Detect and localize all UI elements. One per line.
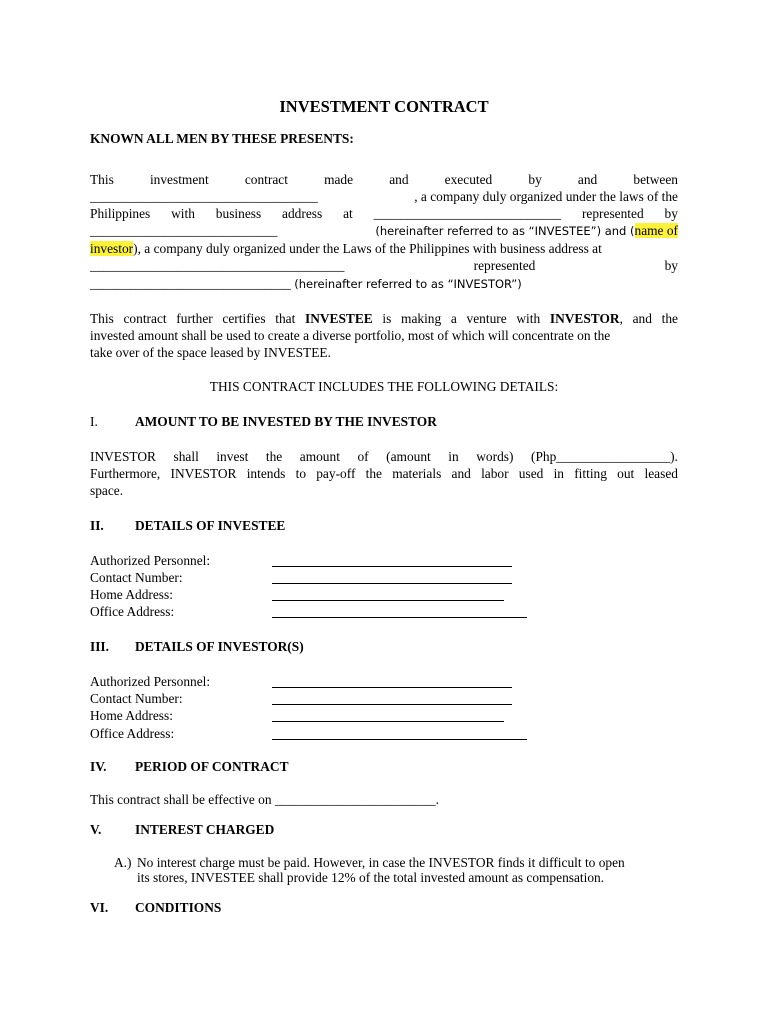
amount-line-1: INVESTOR shall invest the amount of (amount in words) (Php_________________).: [90, 449, 678, 464]
para2-line-2: invested amount shall be used to create a diverse portfolio, most of which will concentrate on the: [90, 328, 611, 343]
intro-line-1: This investment contract made and executed by and between: [90, 172, 678, 187]
investee-field-label: Authorized Personnel:: [90, 553, 211, 568]
section-4-number: IV.: [90, 759, 107, 774]
investor-address-blank[interactable]: ______________________________________: [90, 258, 345, 273]
interest-item-line-1: No interest charge must be paid. However, in case the INVESTOR finds it difficult to open: [137, 855, 625, 870]
investee-authorized-personnel-blank[interactable]: [272, 566, 512, 567]
section-4-title: PERIOD OF CONTRACT: [135, 759, 289, 774]
section-5-number: V.: [90, 822, 102, 837]
amount-blank[interactable]: (Php_________________).: [530, 449, 678, 464]
investee-name-blank[interactable]: __________________________________: [90, 189, 318, 204]
investor-field-label: Contact Number:: [90, 691, 183, 706]
investor-contact-number-blank[interactable]: [272, 704, 512, 705]
opening-heading: KNOWN ALL MEN BY THESE PRESENTS:: [90, 131, 354, 146]
investee-home-address-blank[interactable]: [272, 600, 504, 601]
amount-line-3: space.: [90, 483, 124, 498]
interest-item-marker: A.): [114, 855, 132, 870]
para2-line-1: This contract further certifies that INVESTEE is making a venture with INVESTOR, and the: [90, 311, 678, 326]
section-3-title: DETAILS OF INVESTOR(S): [135, 639, 304, 654]
investee-representative-blank[interactable]: ____________________________: [90, 223, 278, 238]
investor-home-address-blank[interactable]: [272, 721, 504, 722]
intro-line-3: Philippines with business address at ____________________________ represented by: [90, 206, 678, 221]
period-line: This contract shall be effective on ________________________.: [90, 792, 439, 807]
investee-field-label: Contact Number:: [90, 570, 183, 585]
section-6-title: CONDITIONS: [135, 900, 222, 915]
intro-line-7: ______________________________ (hereinafter referred to as “INVESTOR”): [90, 276, 522, 291]
para2-line-3: take over of the space leased by INVESTEE.: [90, 345, 331, 360]
investee-field-label: Office Address:: [90, 604, 175, 619]
amount-line-2: Furthermore, INVESTOR intends to pay-off the materials and labor used in fitting out leased: [90, 466, 678, 481]
document-title: INVESTMENT CONTRACT: [279, 97, 489, 116]
highlighted-placeholder: name of: [634, 223, 678, 238]
section-5-title: INTEREST CHARGED: [135, 822, 275, 837]
intro-line-6: ______________________________________ represented by: [90, 258, 678, 273]
investor-field-label: Office Address:: [90, 726, 175, 741]
investee-contact-number-blank[interactable]: [272, 583, 512, 584]
investor-field-label: Home Address:: [90, 708, 173, 723]
investor-representative-blank[interactable]: ______________________________: [90, 276, 291, 291]
investee-field-label: Home Address:: [90, 587, 173, 602]
investor-office-address-blank[interactable]: [272, 739, 527, 740]
section-1-title: AMOUNT TO BE INVESTED BY THE INVESTOR: [135, 414, 437, 429]
investee-office-address-blank[interactable]: [272, 617, 527, 618]
intro-line-4: ____________________________ (hereinafter referred to as “INVESTEE”) and (name of: [90, 223, 678, 238]
highlighted-placeholder: investor: [90, 241, 134, 256]
investor-field-label: Authorized Personnel:: [90, 674, 211, 689]
intro-line-5: investor), a company duly organized under the Laws of the Philippines with business address at: [90, 241, 602, 256]
section-1-number: I.: [90, 414, 98, 429]
section-2-number: II.: [90, 518, 104, 533]
investor-authorized-personnel-blank[interactable]: [272, 687, 512, 688]
includes-heading: THIS CONTRACT INCLUDES THE FOLLOWING DETAILS:: [209, 379, 559, 394]
section-2-title: DETAILS OF INVESTEE: [135, 518, 286, 533]
section-3-number: III.: [90, 639, 109, 654]
interest-item-line-2: its stores, INVESTEE shall provide 12% of the total invested amount as compensation.: [137, 870, 605, 885]
effective-date-blank[interactable]: ________________________.: [274, 792, 439, 807]
section-6-number: VI.: [90, 900, 109, 915]
investee-address-blank[interactable]: ____________________________: [373, 206, 562, 221]
intro-line-2: __________________________________ , a company duly organized under the laws of the: [90, 189, 678, 204]
